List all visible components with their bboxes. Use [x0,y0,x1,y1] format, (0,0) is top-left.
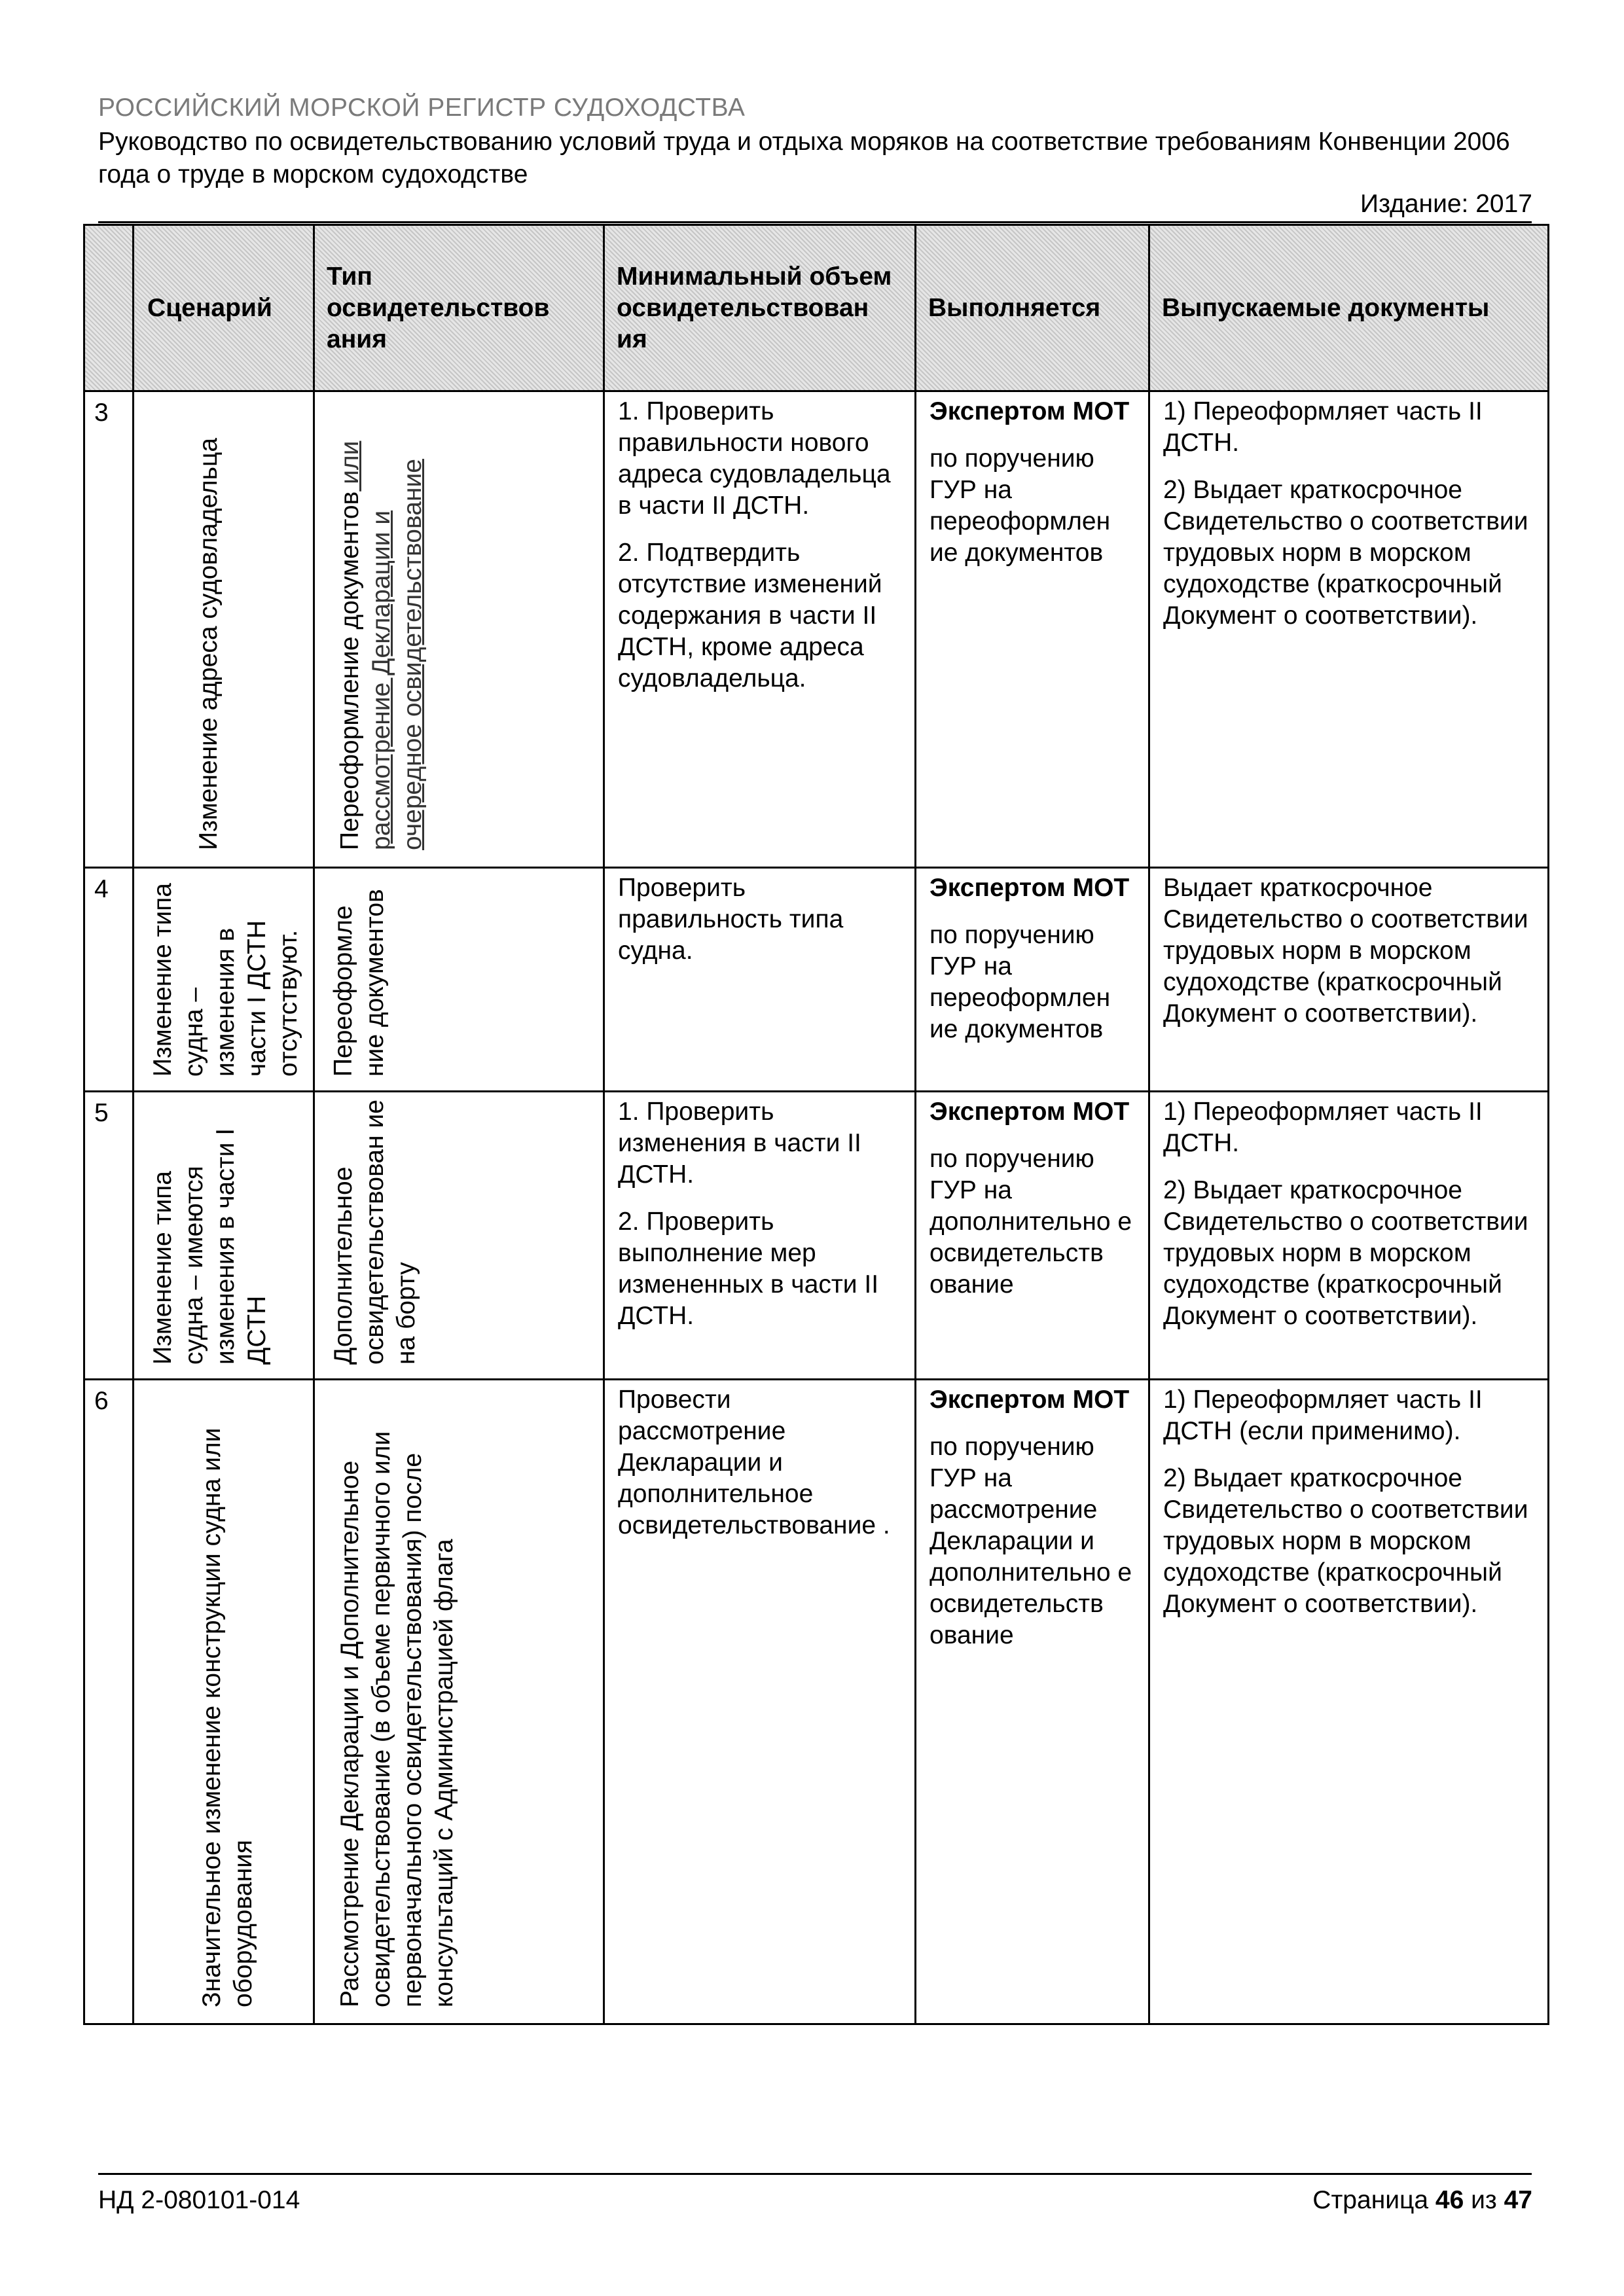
scope-cell [604,1092,916,1380]
performer-name: Экспертом МОТ [929,1386,1130,1414]
scope-item: 1. Проверить правильности нового адреса судовладельца в части II ДСТН. [618,397,891,520]
scope-cell [604,868,916,1092]
header-rule [98,221,1532,223]
documents-item: 1) Переоформляет часть II ДСТН. [1163,1098,1483,1157]
row-number: 5 [84,1092,134,1380]
type-text: Переоформле ние документов [329,889,389,1077]
page-number: 46 [1435,2186,1464,2214]
scope-item: Проверить правильность типа судна. [618,874,844,965]
performer-name: Экспертом МОТ [929,397,1130,425]
performer-note: по поручению ГУР на дополнительно е освидетельств ование [929,1145,1132,1299]
performer-name: Экспертом МОТ [929,1098,1130,1126]
documents-cell [1149,1092,1549,1380]
header-documents: Выпускаемые документы [1149,225,1549,391]
row-number: 3 [84,391,134,868]
scenario-cell [134,391,314,868]
footer-page-indicator [1312,2186,1532,2215]
survey-scenarios-table [83,224,1549,2025]
footer-doc-id: НД 2-080101-014 [98,2186,300,2214]
type-cell [314,868,604,1092]
scope-item: Провести рассмотрение Декларации и дополнительное освидетельствование . [618,1386,890,1539]
performer-name: Экспертом МОТ [929,874,1130,902]
documents-item: 1) Переоформляет часть II ДСТН (если применимо). [1163,1386,1483,1445]
scenario-text: Изменение адреса судовладельца [194,437,223,850]
documents-item: 2) Выдает краткосрочное Свидетельство о соответствии трудовых норм в морском судоходстве (краткосрочный Документ о соответствии). [1163,1176,1528,1330]
performer-cell [916,1092,1149,1380]
scope-item: 2. Проверить выполнение мер измененных в части II ДСТН. [618,1208,879,1330]
performer-cell [916,391,1149,868]
page-mid: из [1464,2186,1504,2214]
table-row [84,391,1549,868]
page-total: 47 [1504,2186,1532,2214]
scenario-text: Изменение типа судна – имеются изменения в части I ДСТН [149,1128,271,1365]
header-performed: Выполняется [916,225,1149,391]
scenario-text: Значительное изменение конструкции судна или оборудования [198,1427,257,2007]
performer-note: по поручению ГУР на рассмотрение Декларации и дополнительно е освидетельств ование [929,1433,1132,1649]
type-text-link[interactable]: или рассмотрение Декларации и очередное освидетельствование [336,440,427,850]
table-row [84,868,1549,1092]
scope-item: 1. Проверить изменения в части II ДСТН. [618,1098,861,1189]
page-prefix: Страница [1312,2186,1435,2214]
scenario-cell [134,868,314,1092]
type-text-plain: Переоформление документов [336,491,364,850]
table-row [84,1092,1549,1380]
row-number: 6 [84,1380,134,2024]
org-name: РОССИЙСКИЙ МОРСКОЙ РЕГИСТР СУДОХОДСТВА [98,94,746,122]
type-text [334,405,429,850]
scenario-text: Изменение типа судна – изменения в части I ДСТН отсутствуют. [149,883,302,1077]
documents-item: Выдает краткосрочное Свидетельство о соответствии трудовых норм в морском судоходстве (краткосрочный Документ о соответствии). [1163,874,1528,1028]
type-text: Рассмотрение Декларации и Дополнительное освидетельствование (в объеме первичного или первоначального освидетельствования) после консультаций с Администрацией флага [336,1431,458,2007]
header-scope: Минимальный объем освидетельствован ия [604,225,916,391]
performer-cell [916,868,1149,1092]
footer-rule [98,2173,1532,2175]
scenario-cell [134,1380,314,2024]
type-cell [314,391,604,868]
type-cell [314,1092,604,1380]
document-subtitle: Руководство по освидетельствованию условий труда и отдыха моряков на соответствие требованиям Конвенции 2006 года о труде в морском судоходстве [98,128,1510,188]
performer-cell [916,1380,1149,2024]
documents-item: 2) Выдает краткосрочное Свидетельство о соответствии трудовых норм в морском судоходстве (краткосрочный Документ о соответствии). [1163,1464,1528,1618]
edition-label: Издание: 2017 [1360,190,1532,218]
performer-note: по поручению ГУР на переоформлен ие документов [929,921,1111,1043]
scope-cell [604,1380,916,2024]
table-row [84,1380,1549,2024]
header-type: Тип освидетельствов ания [314,225,604,391]
scenario-cell [134,1092,314,1380]
documents-item: 1) Переоформляет часть II ДСТН. [1163,397,1483,457]
type-text: Дополнительное освидетельствован ие на борту [329,1100,420,1365]
documents-item: 2) Выдает краткосрочное Свидетельство о соответствии трудовых норм в морском судоходстве (краткосрочный Документ о соответствии). [1163,476,1528,630]
header-scenario: Сценарий [134,225,314,391]
type-cell [314,1380,604,2024]
row-number: 4 [84,868,134,1092]
documents-cell [1149,868,1549,1092]
scope-cell [604,391,916,868]
documents-cell [1149,1380,1549,2024]
performer-note: по поручению ГУР на переоформлен ие документов [929,444,1111,567]
scope-item: 2. Подтвердить отсутствие изменений содержания в части II ДСТН, кроме адреса судовладельца. [618,539,882,692]
table-header-row [84,225,1549,391]
documents-cell [1149,391,1549,868]
header-num [84,225,134,391]
